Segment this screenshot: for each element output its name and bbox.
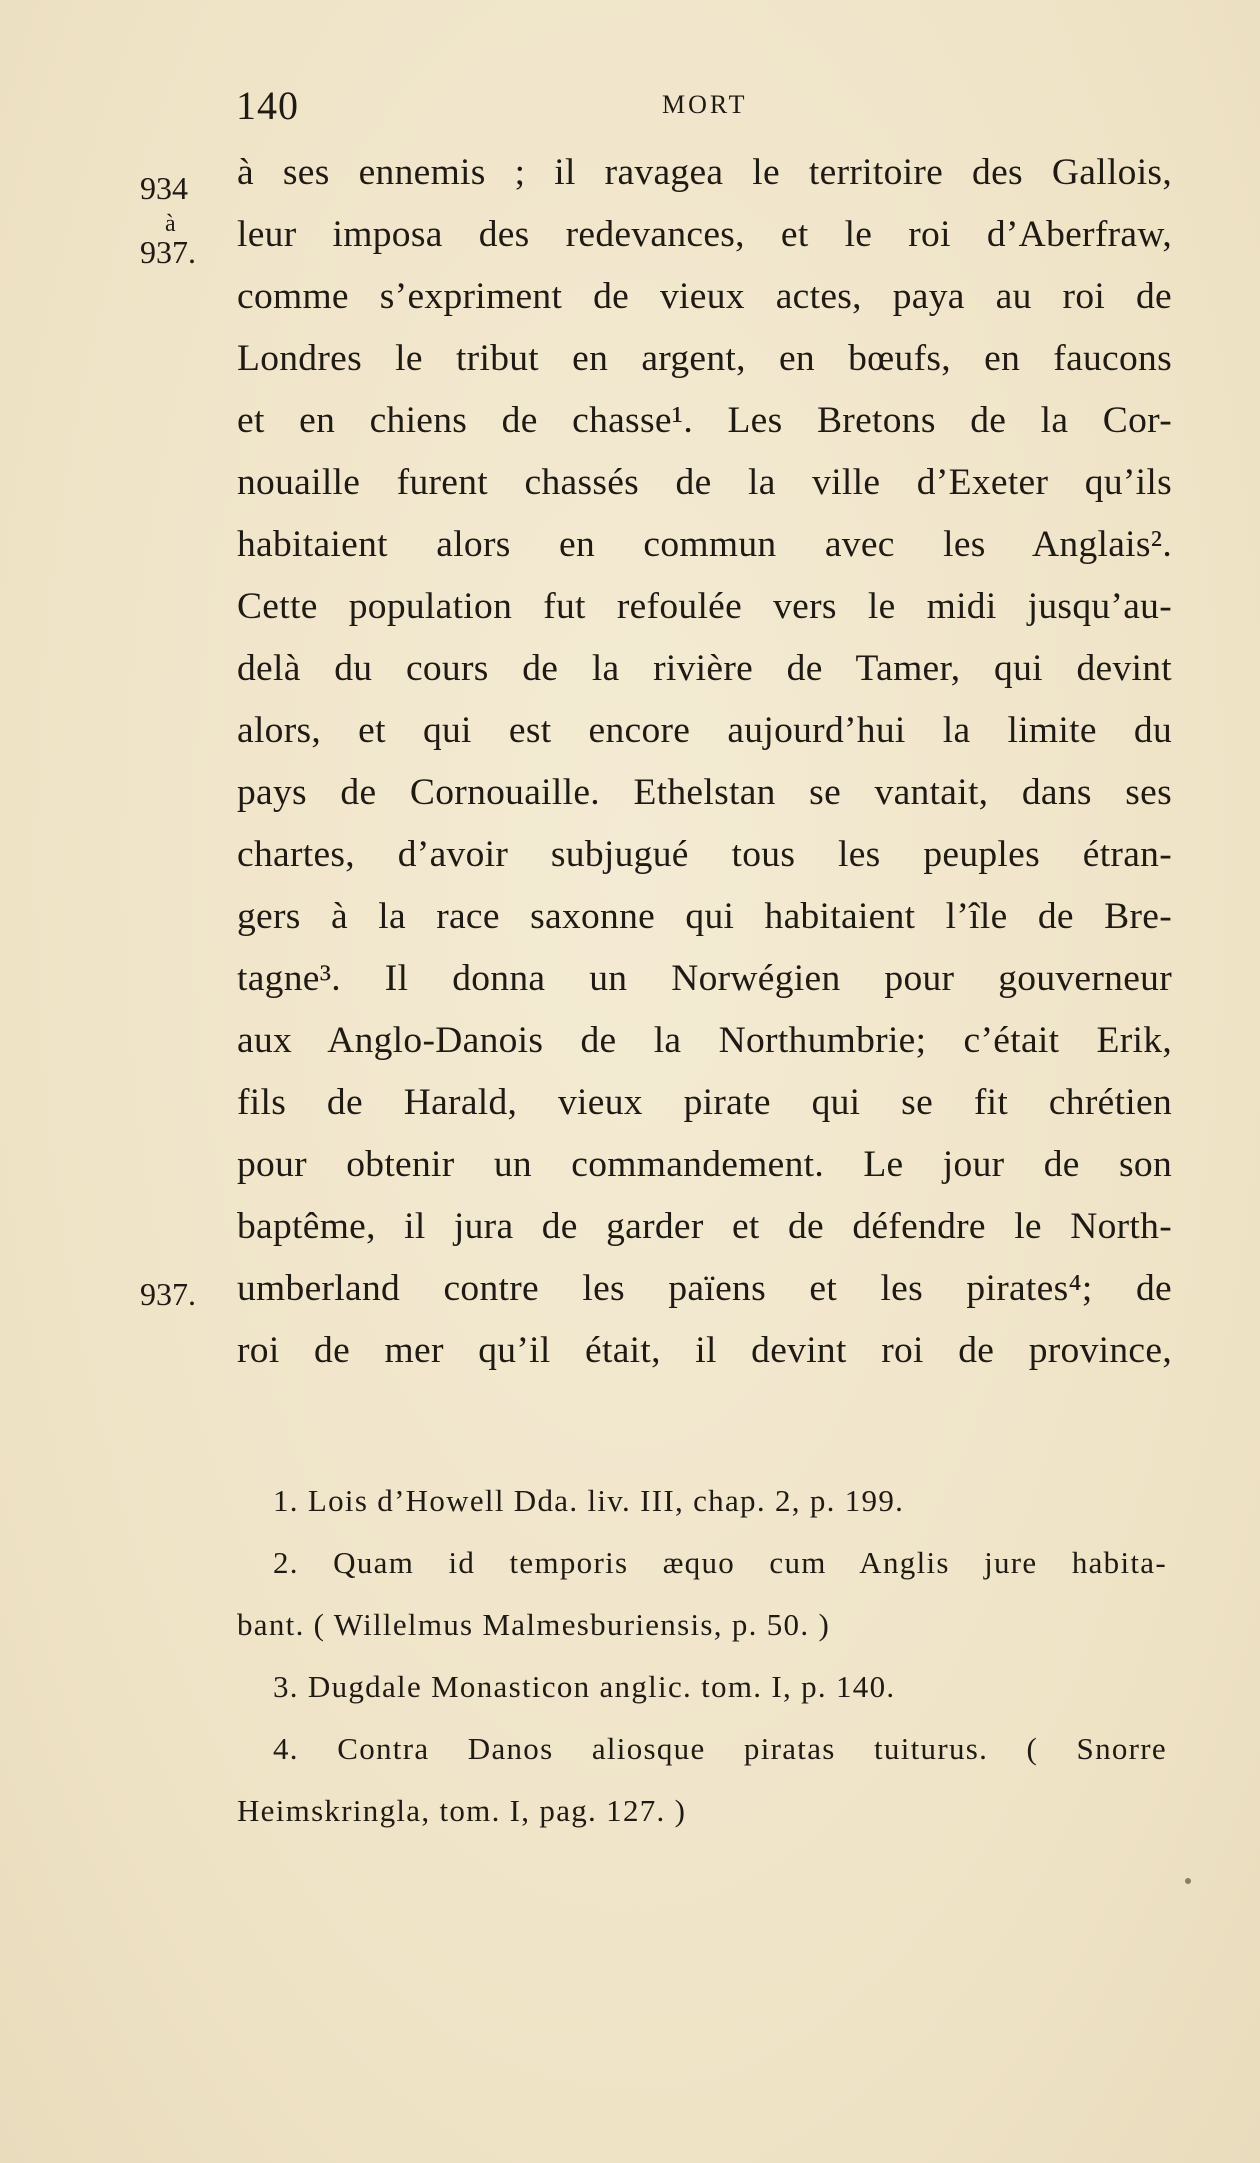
footnote-3: 3. Dugdale Monasticon anglic. tom. I, p. 140. [273,1669,896,1704]
page-number: 140 [236,83,299,128]
text-line: gers à la race saxonne qui habitaient l’île de Bre- [237,896,1172,937]
footnote-2-continued: bant. ( Willelmus Malmesburiensis, p. 50. ) [237,1607,831,1642]
text-line: delà du cours de la rivière de Tamer, qui devint [237,648,1172,689]
footnote-4-continued: Heimskringla, tom. I, pag. 127. ) [237,1793,687,1828]
margin-date-connector: à [165,211,176,237]
text-line: umberland contre les païens et les pirates⁴; de [237,1268,1172,1309]
margin-date-single: 937. [140,1276,196,1312]
text-line: Londres le tribut en argent, en bœufs, en faucons [237,338,1172,379]
footnote-1: 1. Lois d’Howell Dda. liv. III, chap. 2, p. 199. [273,1483,905,1518]
footnote-4: 4. Contra Danos aliosque piratas tuiturus. ( Snorre [273,1731,1167,1766]
text-line: Cette population fut refoulée vers le midi jusqu’au- [237,586,1172,627]
ink-speck [1185,1878,1191,1884]
text-line: aux Anglo-Danois de la Northumbrie; c’était Erik, [237,1020,1172,1061]
text-line: alors, et qui est encore aujourd’hui la limite du [237,710,1172,751]
text-line: leur imposa des redevances, et le roi d’Aberfraw, [237,214,1172,255]
text-line: à ses ennemis ; il ravagea le territoire des Gallois, [237,152,1172,193]
text-line: roi de mer qu’il était, il devint roi de province, [237,1330,1172,1371]
text-line: tagne³. Il donna un Norwégien pour gouverneur [237,958,1172,999]
running-head: MORT [662,90,748,119]
text-line: fils de Harald, vieux pirate qui se fit chrétien [237,1082,1172,1123]
text-line: pays de Cornouaille. Ethelstan se vantait, dans ses [237,772,1172,813]
margin-date-end: 937. [140,234,196,270]
body-text [237,142,1172,1382]
text-line: et en chiens de chasse¹. Les Bretons de la Cor- [237,400,1172,441]
text-line: baptême, il jura de garder et de défendre le North- [237,1206,1172,1247]
text-line: comme s’expriment de vieux actes, paya au roi de [237,276,1172,317]
text-line: chartes, d’avoir subjugué tous les peuples étran- [237,834,1172,875]
text-line: nouaille furent chassés de la ville d’Exeter qu’ils [237,462,1172,503]
footnote-2: 2. Quam id temporis æquo cum Anglis jure habita- [273,1545,1167,1580]
footnotes [237,1470,1167,1842]
text-line: habitaient alors en commun avec les Anglais². [237,524,1172,565]
page-header [0,82,1260,132]
margin-date-start: 934 [140,170,188,206]
text-line: pour obtenir un commandement. Le jour de son [237,1144,1172,1185]
